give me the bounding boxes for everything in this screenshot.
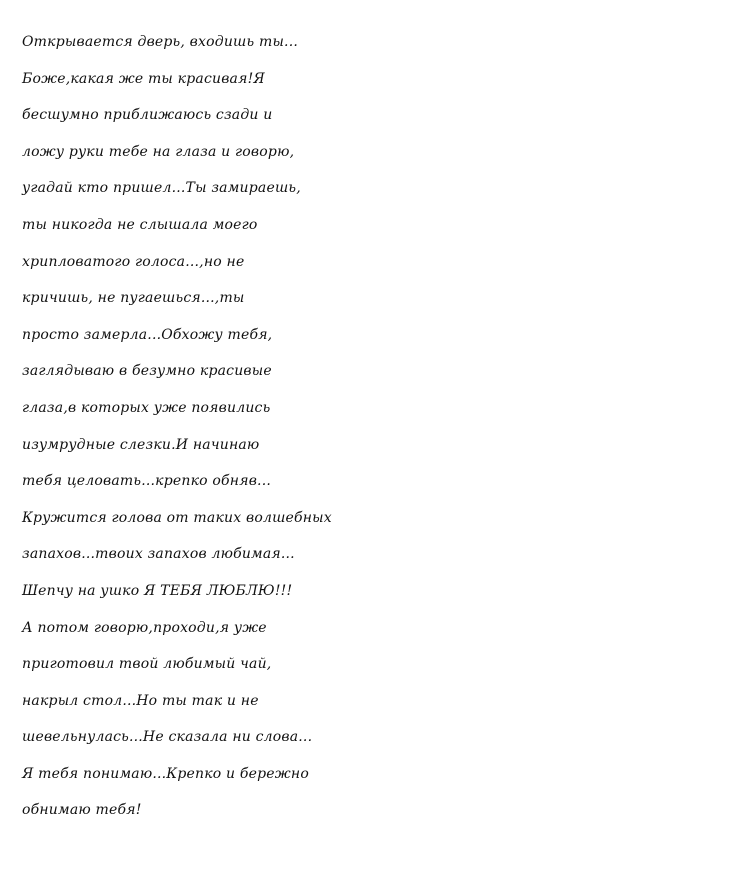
text-line: Боже,какая же ты красивая!Я <box>22 70 265 87</box>
text-line: глаза,в которых уже появились <box>22 399 271 416</box>
text-line: А потом говорю,проходи,я уже <box>22 619 267 636</box>
text-line: просто замерла...Обхожу тебя, <box>22 326 273 343</box>
handwritten-text <box>22 24 732 829</box>
text-line: приготовил твой любимый чай, <box>22 656 272 673</box>
text-line: ты никогда не слышала моего <box>22 216 258 233</box>
text-line: ложу руки тебе на глаза и говорю, <box>22 143 295 160</box>
text-line: шевельнулась...Не сказала ни слова... <box>22 729 313 746</box>
text-line: обнимаю тебя! <box>22 802 142 819</box>
text-line: Открывается дверь, входишь ты... <box>22 34 299 50</box>
text-line: Я тебя понимаю...Крепко и бережно <box>22 765 309 782</box>
text-line: хрипловатого голоса...,но не <box>22 253 245 270</box>
text-line: Кружится голова от таких волшебных <box>22 509 332 526</box>
text-line: кричишь, не пугаешься...,ты <box>22 290 245 307</box>
text-line: изумрудные слезки.И начинаю <box>22 436 260 453</box>
text-line: запахов...твоих запахов любимая... <box>22 546 295 563</box>
text-line: угадай кто пришел...Ты замираешь, <box>22 180 301 197</box>
text-line: заглядываю в безумно красивые <box>22 363 272 380</box>
text-line: накрыл стол...Но ты так и не <box>22 692 259 709</box>
text-line: бесшумно приближаюсь сзади и <box>22 107 273 124</box>
text-line: тебя целовать...крепко обняв... <box>22 473 271 490</box>
text-line: Шепчу на ушко Я ТЕБЯ ЛЮБЛЮ!!! <box>22 582 293 599</box>
